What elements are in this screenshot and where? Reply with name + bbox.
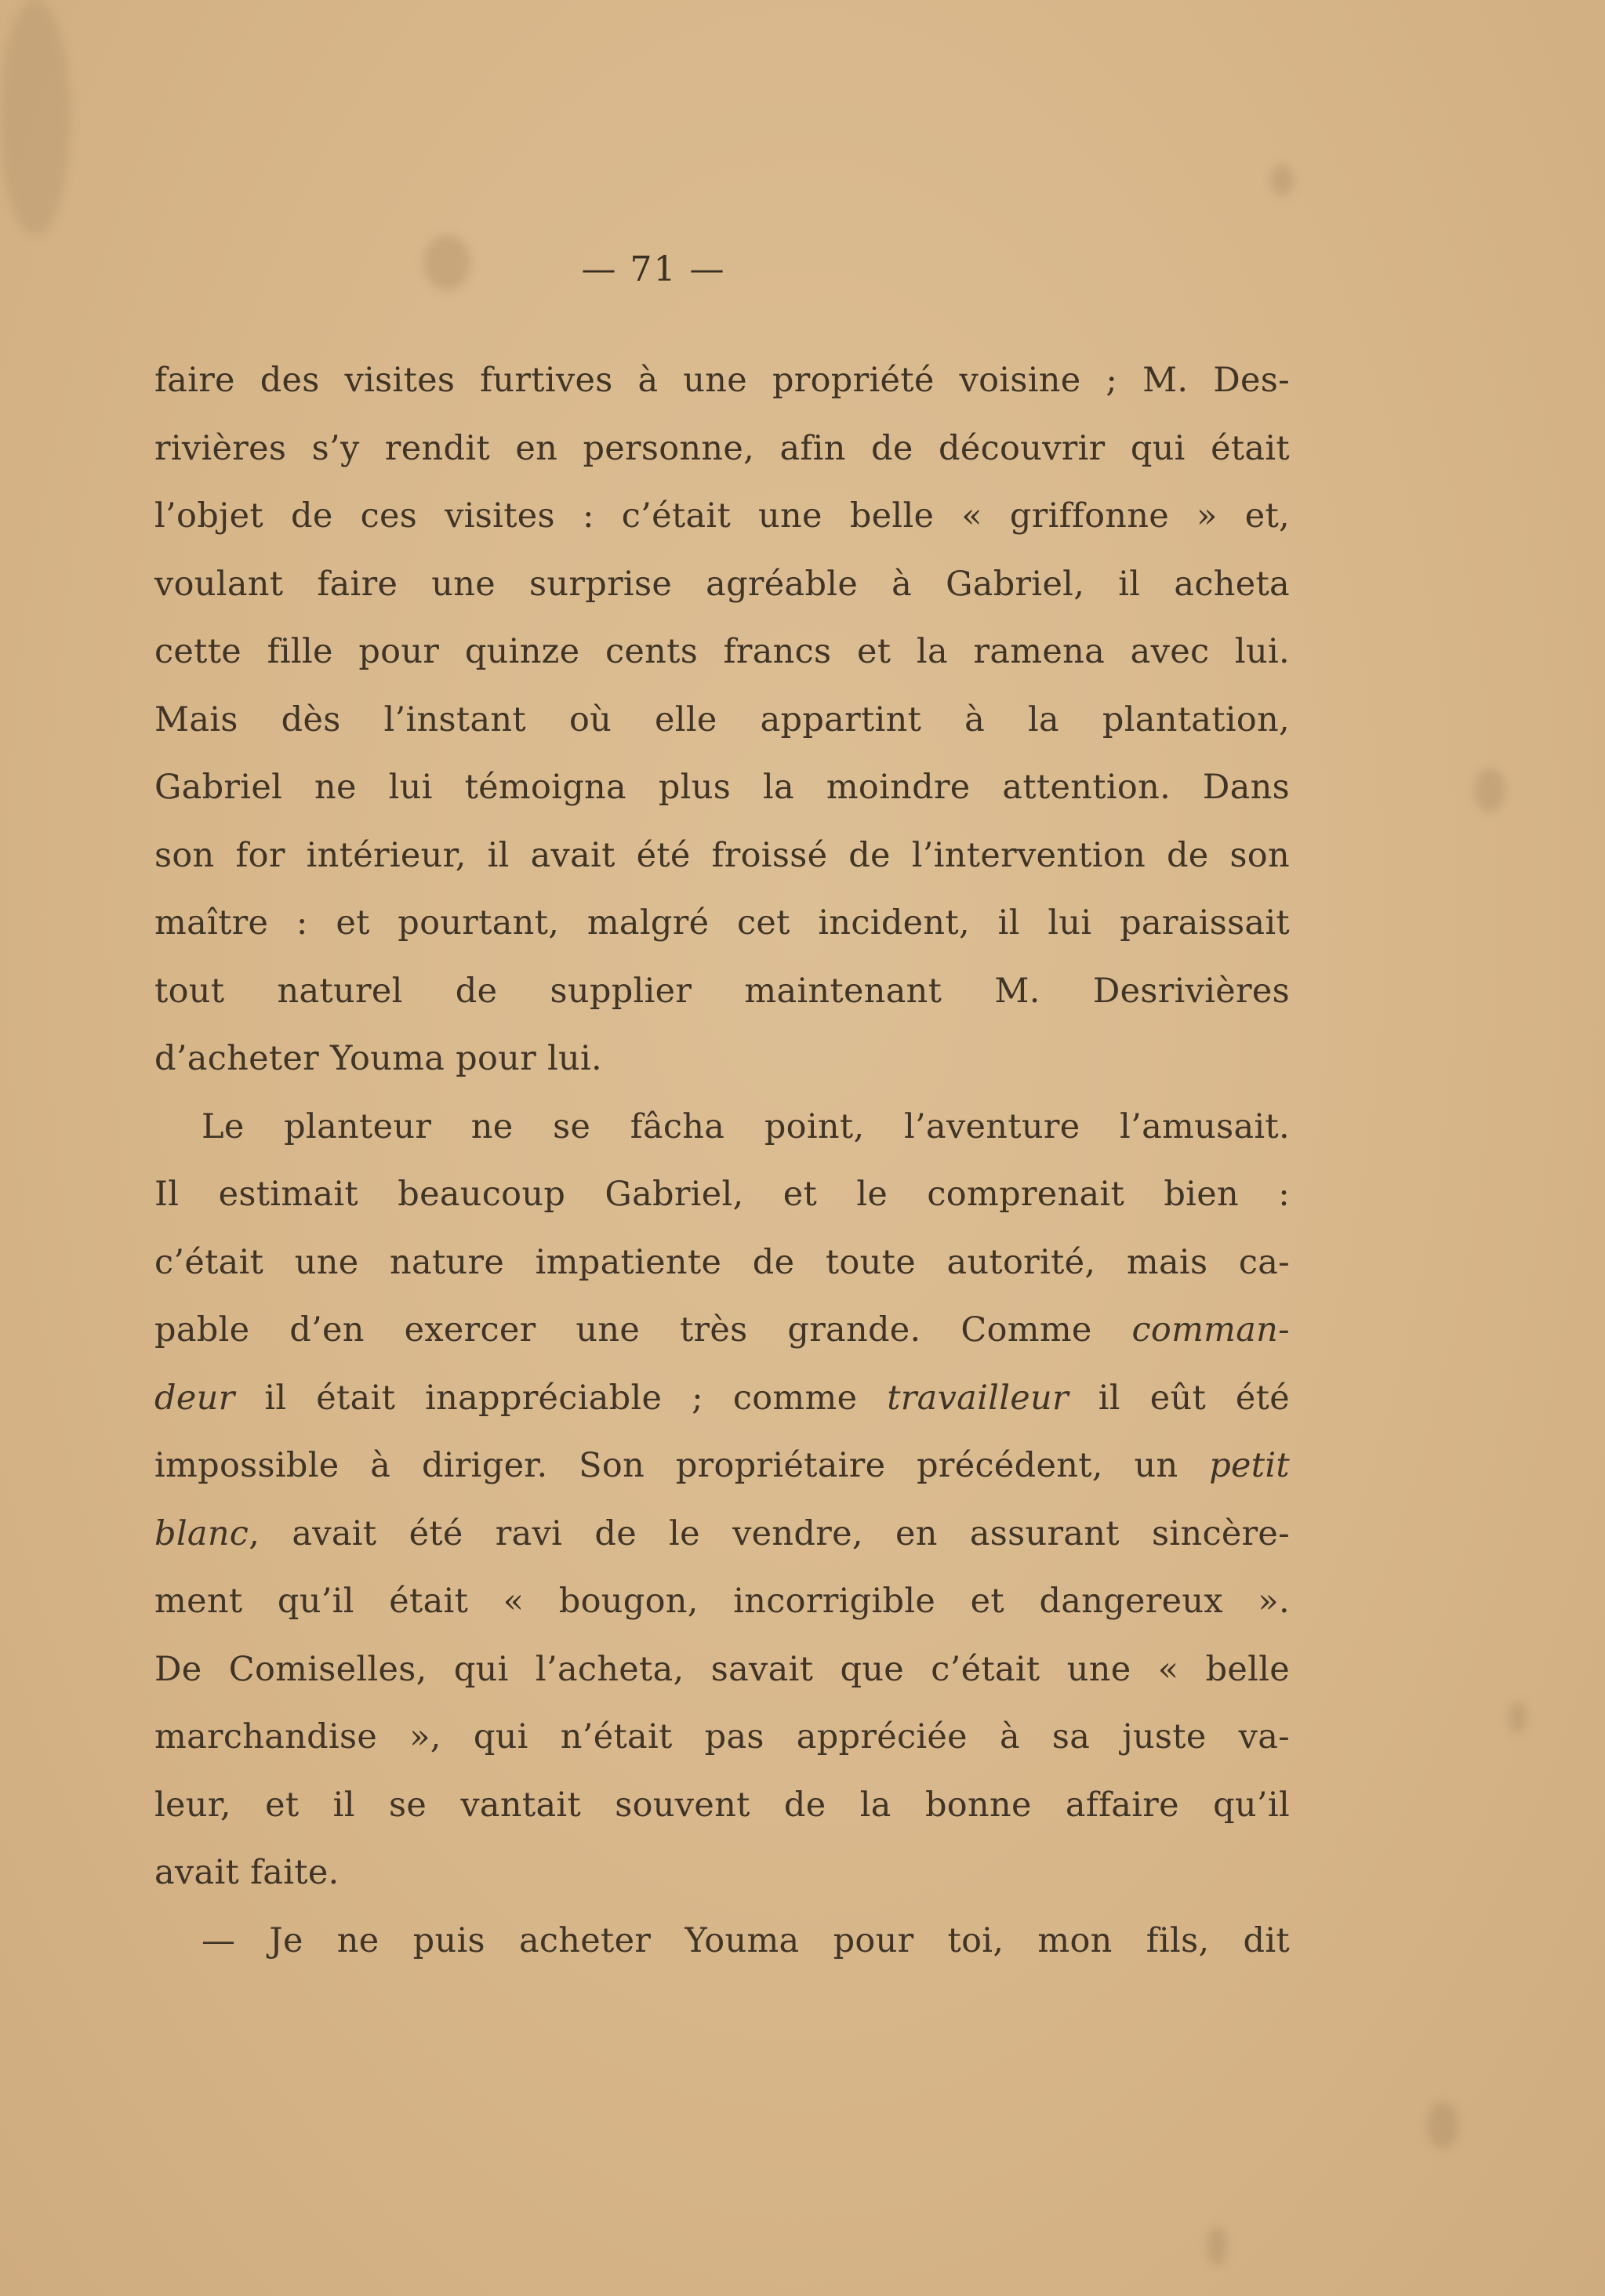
text-line: — Je ne puis acheter Youma pour toi, mon fils, dit	[202, 1920, 1290, 1960]
paper-stain	[1427, 2102, 1458, 2149]
text-line: son for intérieur, il avait été froissé de l’intervention de son	[154, 835, 1290, 875]
text-line: Gabriel ne lui témoigna plus la moindre attention. Dans	[154, 768, 1290, 807]
paper-stain	[1509, 1702, 1527, 1733]
text-line: l’objet de ces visites : c’était une belle « griffonne » et,	[154, 496, 1290, 536]
italic-text: travailleur	[887, 1378, 1069, 1418]
text-line: Mais dès l’instant où elle appartint à la plantation,	[154, 699, 1290, 739]
page-number: — 71 —	[581, 249, 726, 289]
italic-text: comman-	[1131, 1310, 1290, 1350]
text-line: Il estimait beaucoup Gabriel, et le comprenait bien :	[154, 1175, 1290, 1214]
text-line: faire des visites furtives à une propriété voisine ; M. Des-	[154, 361, 1290, 400]
body-text	[154, 347, 1290, 1974]
text-line: voulant faire une surprise agréable à Gabriel, il acheta	[154, 564, 1290, 604]
text-segment: , avait été ravi de le vendre, en assurant sincère-	[249, 1513, 1290, 1553]
text-line	[154, 1432, 1290, 1500]
text-segment: impossible à diriger. Son propriétaire précédent, un	[154, 1446, 1210, 1485]
text-line	[154, 1500, 1290, 1568]
paper-stain	[0, 0, 71, 235]
text-line: tout naturel de supplier maintenant M. Desrivières	[154, 971, 1290, 1011]
text-line: marchandise », qui n’était pas appréciée à sa juste va-	[154, 1717, 1290, 1757]
italic-text: blanc	[154, 1513, 249, 1553]
text-line: leur, et il se vantait souvent de la bonne affaire qu’il	[154, 1785, 1290, 1825]
text-segment: il eût été	[1068, 1378, 1290, 1418]
italic-text: petit	[1209, 1446, 1290, 1485]
text-line: c’était une nature impatiente de toute autorité, mais ca-	[154, 1242, 1290, 1282]
text-line: rivières s’y rendit en personne, afin de découvrir qui était	[154, 428, 1290, 468]
paper-stain	[1270, 165, 1294, 196]
text-line: Le planteur ne se fâcha point, l’aventure l’amusait.	[202, 1106, 1290, 1146]
text-line: d’acheter Youma pour lui.	[154, 1039, 603, 1078]
text-line: De Comiselles, qui l’acheta, savait que c’était une « belle	[154, 1649, 1290, 1689]
text-line: cette fille pour quinze cents francs et la ramena avec lui.	[154, 632, 1290, 671]
italic-text: deur	[154, 1378, 235, 1418]
paper-stain	[1207, 2227, 1227, 2266]
text-segment: pable d’en exercer une très grande. Comme	[154, 1310, 1132, 1350]
text-segment: il était inappréciable ; comme	[234, 1378, 888, 1418]
text-line: avait faite.	[154, 1853, 340, 1892]
text-line: ment qu’il était « bougon, incorrigible et dangereux ».	[154, 1582, 1290, 1621]
text-line	[154, 1364, 1290, 1433]
paper-stain	[1474, 768, 1505, 812]
text-line: maître : et pourtant, malgré cet incident, il lui paraissait	[154, 903, 1290, 943]
text-line	[154, 1296, 1290, 1364]
